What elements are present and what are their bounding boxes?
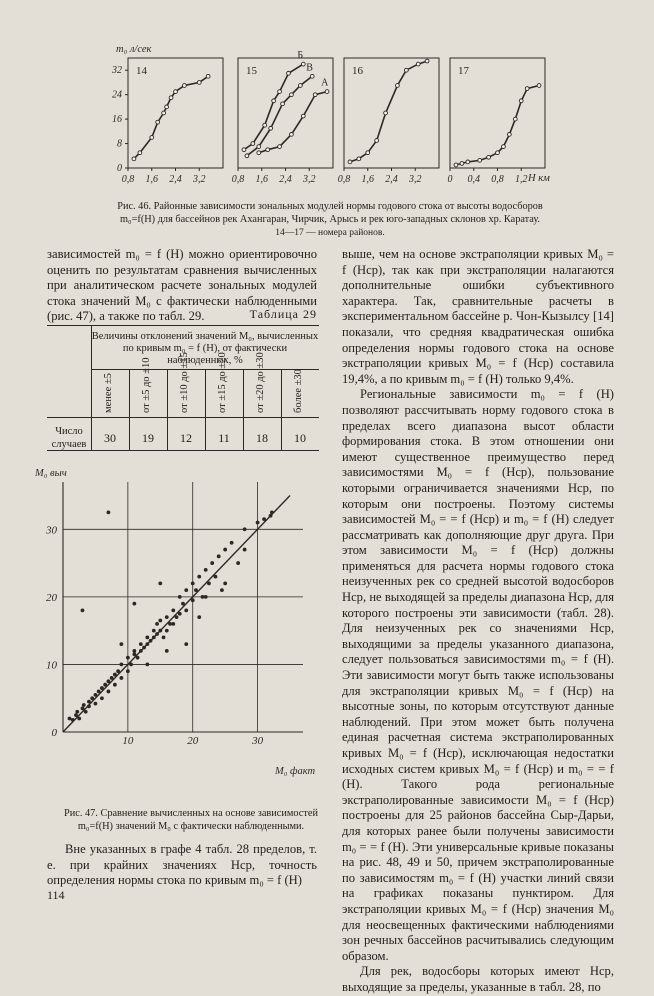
- data-point: [126, 656, 130, 660]
- series-line: [259, 92, 327, 153]
- data-point: [119, 642, 123, 646]
- data-point: [301, 114, 305, 118]
- data-point: [310, 74, 314, 78]
- series-label: В: [306, 62, 313, 74]
- data-point: [384, 111, 388, 115]
- table-header: Величины отклонений значений M₀, вычисленных по кривым m₀ = f (H), от фактически наблюденных, %: [91, 331, 319, 366]
- panel-16: [338, 58, 439, 185]
- data-point: [171, 608, 175, 612]
- data-point: [513, 117, 517, 121]
- data-point: [94, 693, 98, 697]
- data-point: [375, 139, 379, 143]
- data-point: [206, 74, 210, 78]
- x-tick-label: 20: [187, 735, 199, 747]
- data-point: [251, 142, 255, 146]
- data-point: [404, 68, 408, 72]
- data-point: [181, 602, 185, 606]
- data-point: [165, 649, 169, 653]
- data-point: [107, 511, 111, 515]
- table-cell: 19: [142, 431, 154, 445]
- data-point: [197, 575, 201, 579]
- data-point: [165, 629, 169, 633]
- data-point: [396, 84, 400, 88]
- data-point: [90, 696, 94, 700]
- y-axis-label: M₀ выч: [35, 468, 67, 479]
- data-point: [298, 84, 302, 88]
- data-point: [126, 669, 130, 673]
- data-point: [220, 588, 224, 592]
- data-point: [290, 93, 294, 97]
- data-point: [169, 96, 173, 100]
- data-point: [242, 148, 246, 152]
- series-line: [134, 76, 208, 159]
- data-point: [129, 663, 133, 667]
- data-point: [245, 154, 249, 158]
- data-point: [466, 160, 470, 164]
- data-point: [139, 642, 143, 646]
- equality-line: [63, 496, 290, 732]
- data-point: [194, 588, 198, 592]
- data-point: [94, 702, 98, 706]
- data-point: [243, 548, 247, 552]
- data-point: [132, 602, 136, 606]
- data-point: [416, 62, 420, 66]
- left-column-bottom: [47, 842, 317, 889]
- data-point: [132, 157, 136, 161]
- x-tick-label: 1,2: [515, 174, 528, 185]
- data-point: [178, 595, 182, 599]
- x-tick-label: 10: [122, 735, 134, 747]
- panel-number: 17: [458, 65, 469, 77]
- data-point: [313, 93, 317, 97]
- data-point: [278, 145, 282, 149]
- data-point: [184, 588, 188, 592]
- data-point: [243, 527, 247, 531]
- y-tick-label: 24: [112, 89, 122, 101]
- data-point: [107, 679, 111, 683]
- data-point: [168, 622, 172, 626]
- x-tick-label: 0: [447, 174, 453, 185]
- y-tick-label: 20: [46, 591, 57, 604]
- data-point: [496, 151, 500, 155]
- row-label: Число случаев: [51, 426, 87, 450]
- data-point: [162, 636, 166, 640]
- data-point: [174, 90, 178, 94]
- data-point: [97, 690, 101, 694]
- data-point: [487, 155, 491, 159]
- data-point: [281, 102, 285, 106]
- data-point: [110, 676, 114, 680]
- data-point: [204, 595, 208, 599]
- data-point: [278, 90, 282, 94]
- data-point: [184, 608, 188, 612]
- data-point: [100, 686, 104, 690]
- data-point: [191, 598, 195, 602]
- data-point: [184, 642, 188, 646]
- x-tick-label: 1,6: [361, 174, 374, 185]
- right-column: [342, 247, 614, 996]
- data-point: [519, 99, 523, 103]
- data-point: [84, 710, 88, 714]
- data-point: [132, 649, 136, 653]
- data-point: [269, 126, 273, 130]
- x-tick-label: 3,2: [303, 174, 316, 185]
- data-point: [178, 612, 182, 616]
- data-point: [156, 120, 160, 124]
- data-point: [207, 581, 211, 585]
- panel-number: 16: [352, 65, 363, 77]
- series-label: Б: [297, 50, 304, 62]
- x-tick-label: 0,8: [337, 174, 351, 185]
- data-point: [357, 157, 361, 161]
- table-29: [47, 325, 319, 450]
- table-rule: [47, 417, 319, 418]
- data-point: [132, 652, 136, 656]
- table-cell: 12: [180, 431, 192, 445]
- table-29-title: Таблица 29: [249, 307, 317, 321]
- data-point: [183, 84, 187, 88]
- data-point: [236, 561, 240, 565]
- data-point: [136, 656, 140, 660]
- column-header: более ±30: [293, 369, 304, 413]
- data-point: [507, 132, 511, 136]
- data-point: [81, 608, 85, 612]
- data-point: [116, 669, 120, 673]
- data-point: [68, 717, 72, 721]
- data-point: [257, 145, 261, 149]
- data-point: [366, 151, 370, 155]
- column-header: от ±15 до ±20: [217, 352, 228, 413]
- data-point: [145, 636, 149, 640]
- paragraph: зависимостей m₀ = f (H) можно ориентировочно оценить по результатам сравнения вычисленных при аналитическом расчете зональных модулей стока значений M₀ с фактически наблюденными (рис. 47), а также по табл. 29.: [47, 247, 317, 324]
- data-point: [223, 581, 227, 585]
- data-point: [270, 511, 274, 515]
- data-point: [191, 581, 195, 585]
- data-point: [113, 673, 117, 677]
- data-point: [214, 575, 218, 579]
- y-tick-label: 30: [46, 524, 57, 537]
- data-point: [152, 636, 156, 640]
- data-point: [201, 595, 205, 599]
- panel-14: [111, 58, 223, 185]
- data-point: [230, 541, 234, 545]
- data-point: [262, 517, 266, 521]
- data-point: [266, 148, 270, 152]
- data-point: [325, 90, 329, 94]
- y-tick-label: 8: [117, 138, 122, 150]
- data-point: [171, 622, 175, 626]
- data-point: [175, 615, 179, 619]
- data-point: [139, 649, 143, 653]
- data-point: [454, 163, 458, 167]
- data-point: [537, 84, 541, 88]
- x-tick-label: 2,4: [279, 174, 292, 185]
- figure-46-subcaption: 14—17 — номера районов.: [275, 228, 385, 238]
- panel-number: 14: [136, 65, 147, 77]
- data-point: [165, 615, 169, 619]
- x-tick-label: 0,4: [467, 174, 480, 185]
- figure-46-caption-text: Рис. 46. Районные зависимости зональных модулей нормы годового стока от высоты водосборов m₀=f(H) для бассейнов рек Ахангаран, Чирчик, Арысь и рек юго-западных склонов хр. Каратау.: [117, 201, 543, 225]
- data-point: [113, 683, 117, 687]
- y-tick-label: 0: [51, 727, 57, 739]
- data-point: [269, 514, 273, 518]
- data-point: [525, 87, 529, 91]
- data-point: [290, 132, 294, 136]
- x-tick-label: 0,8: [121, 174, 135, 185]
- data-point: [152, 629, 156, 633]
- column-header: от ±10 до ±15: [179, 352, 190, 413]
- data-point: [107, 690, 111, 694]
- data-point: [425, 59, 429, 63]
- data-point: [155, 622, 159, 626]
- y-tick-label: 0: [117, 163, 122, 174]
- table-cell: 30: [104, 431, 116, 445]
- data-point: [158, 581, 162, 585]
- data-point: [145, 663, 149, 667]
- x-tick-label: 30: [252, 735, 264, 747]
- series-label: А: [321, 77, 329, 89]
- x-tick-label: 1,6: [145, 174, 158, 185]
- data-point: [165, 105, 169, 109]
- column-header: от ±5 до ±10: [141, 357, 152, 413]
- data-point: [150, 136, 154, 140]
- data-point: [197, 81, 201, 85]
- panel-17: [448, 58, 546, 185]
- table-rule: [47, 325, 319, 326]
- data-point: [87, 700, 91, 704]
- y-tick-label: 32: [112, 65, 122, 77]
- data-point: [119, 663, 123, 667]
- data-point: [158, 629, 162, 633]
- data-point: [223, 548, 227, 552]
- column-header: менее ±5: [103, 373, 114, 413]
- paragraph: Региональные зависимости m₀ = f (H) позволяют рассчитывать норму годового стока в пределах всего диапазона высот области формирования стока. В этом отношении они имеют существенное преимущество перед зависимостями M₀ = f (Hср), пользование которыми ограничивается значениями Hср, по которым они построены. Поэтому системы зависимостей M₀ = = f (Hср) и m₀ = f (H) следует рассматривать как дополняющие друг друга. При этом зависимости M₀ = f (Hср) должны применяться для расчета нормы годового стока неизученных рек со средней высотой водосборов Hср, не выходящей за пределы диапазона Hср, для которого построены эти зависимости (табл. 28). Для неизученных рек со значениями Hср, выходящими за пределы указанного диапазона, следует пользоваться зависимостями m₀ = f (H). Эти зависимости могут быть также использованы для экстраполяции кривых M₀ = f (Hср) на высотные зоны, по которым отсутствуют данные наблюдений. При этом может быть получена единая расчетная система экстраполированных кривых M₀ = f (Hср), исключающая недостатки исходных систем кривых M₀ = f (Hср) и m₀ = = f (H). Такого рода региональные экстраполированные зависимости M₀ = f (Hср) построены для 25 районов бассейна Сыр-Дарьи, для которых ранее были получены зависимости m₀ = = f (H). Эти универсальные кривые показаны на рис. 48, 49 и 50, причем экстраполированные по зависимостям m₀ = f (H) участки линий связи на графиках показаны пунктиром. Для экстраполяции кривых M₀ = f (Hср) значения M₀ для неосвещенных фактическими наблюдениями зон речных бассейнов расчитывались следующим образом.: [342, 387, 614, 963]
- data-point: [71, 718, 75, 722]
- paragraph: Для рек, водосборы которых имеют Hср, выходящие за пределы, указанные в табл. 28, по: [342, 964, 614, 994]
- x-axis-unit-label: H км: [528, 173, 550, 184]
- data-point: [301, 62, 305, 66]
- data-point: [256, 521, 260, 525]
- paragraph: выше, чем на основе экстраполяции кривых M₀ = f (Hср), так как при экстраполяции налагаются дополнительные ошибки субъективного характера. Так, сравнительные расчеты в экспериментальном бассейне р. Чон-Кызылсу [14] показали, что средняя квадратическая ошибка определения нормы годового стока на основе экстраполяции кривых M₀ = f (Hср) составила 19,4%, а по кривым m₀ = f (H) только 9,4%.: [342, 247, 614, 386]
- figure-46-caption: [100, 200, 560, 240]
- data-point: [82, 703, 86, 707]
- data-point: [149, 639, 153, 643]
- data-point: [145, 642, 149, 646]
- data-point: [502, 145, 506, 149]
- x-tick-label: 0,8: [491, 174, 504, 185]
- data-point: [138, 151, 142, 155]
- data-point: [155, 632, 159, 636]
- figure-47-caption: Рис. 47. Сравнение вычисленных на основе зависимостей m₀=f(H) значений M₀ с фактически наблюденными.: [64, 808, 318, 832]
- x-tick-label: 2,4: [385, 174, 398, 185]
- data-point: [263, 123, 267, 127]
- data-point: [272, 99, 276, 103]
- data-point: [103, 683, 107, 687]
- data-point: [257, 151, 261, 155]
- x-tick-label: 3,2: [409, 174, 422, 185]
- data-point: [217, 554, 221, 558]
- data-point: [142, 646, 146, 650]
- figure-46: [100, 40, 560, 200]
- data-point: [210, 561, 214, 565]
- column-header: от ±20 до ±30: [255, 352, 266, 413]
- x-tick-label: 0,8: [231, 174, 245, 185]
- data-point: [478, 158, 482, 162]
- data-point: [287, 71, 291, 75]
- data-point: [162, 111, 166, 115]
- table-cell: 10: [294, 431, 306, 445]
- y-axis-unit-label: m₀ л/сек: [116, 44, 152, 55]
- data-point: [77, 717, 81, 721]
- page-number: 114: [47, 888, 65, 902]
- data-point: [119, 676, 123, 680]
- paragraph: Вне указанных в графе 4 табл. 28 пределов, т. е. при крайних значениях Hср, точность определения нормы стока по кривым m₀ = f (H): [47, 842, 317, 888]
- data-point: [197, 615, 201, 619]
- panel-15: [232, 50, 333, 185]
- data-point: [81, 706, 85, 710]
- data-point: [204, 568, 208, 572]
- figure-47: [35, 462, 335, 807]
- data-point: [348, 160, 352, 164]
- data-point: [75, 710, 79, 714]
- data-point: [100, 696, 104, 700]
- data-point: [87, 704, 91, 708]
- data-point: [158, 619, 162, 623]
- y-tick-label: 16: [112, 114, 122, 126]
- x-tick-label: 3,2: [193, 174, 206, 185]
- table-cell: 18: [256, 431, 268, 445]
- x-tick-label: 1,6: [255, 174, 268, 185]
- data-point: [74, 713, 78, 717]
- x-axis-label: M₀ факт: [275, 766, 316, 777]
- y-tick-label: 10: [46, 659, 57, 672]
- table-cell: 11: [218, 431, 230, 445]
- x-tick-label: 2,4: [169, 174, 182, 185]
- data-point: [460, 162, 464, 166]
- panel-number: 15: [246, 65, 257, 77]
